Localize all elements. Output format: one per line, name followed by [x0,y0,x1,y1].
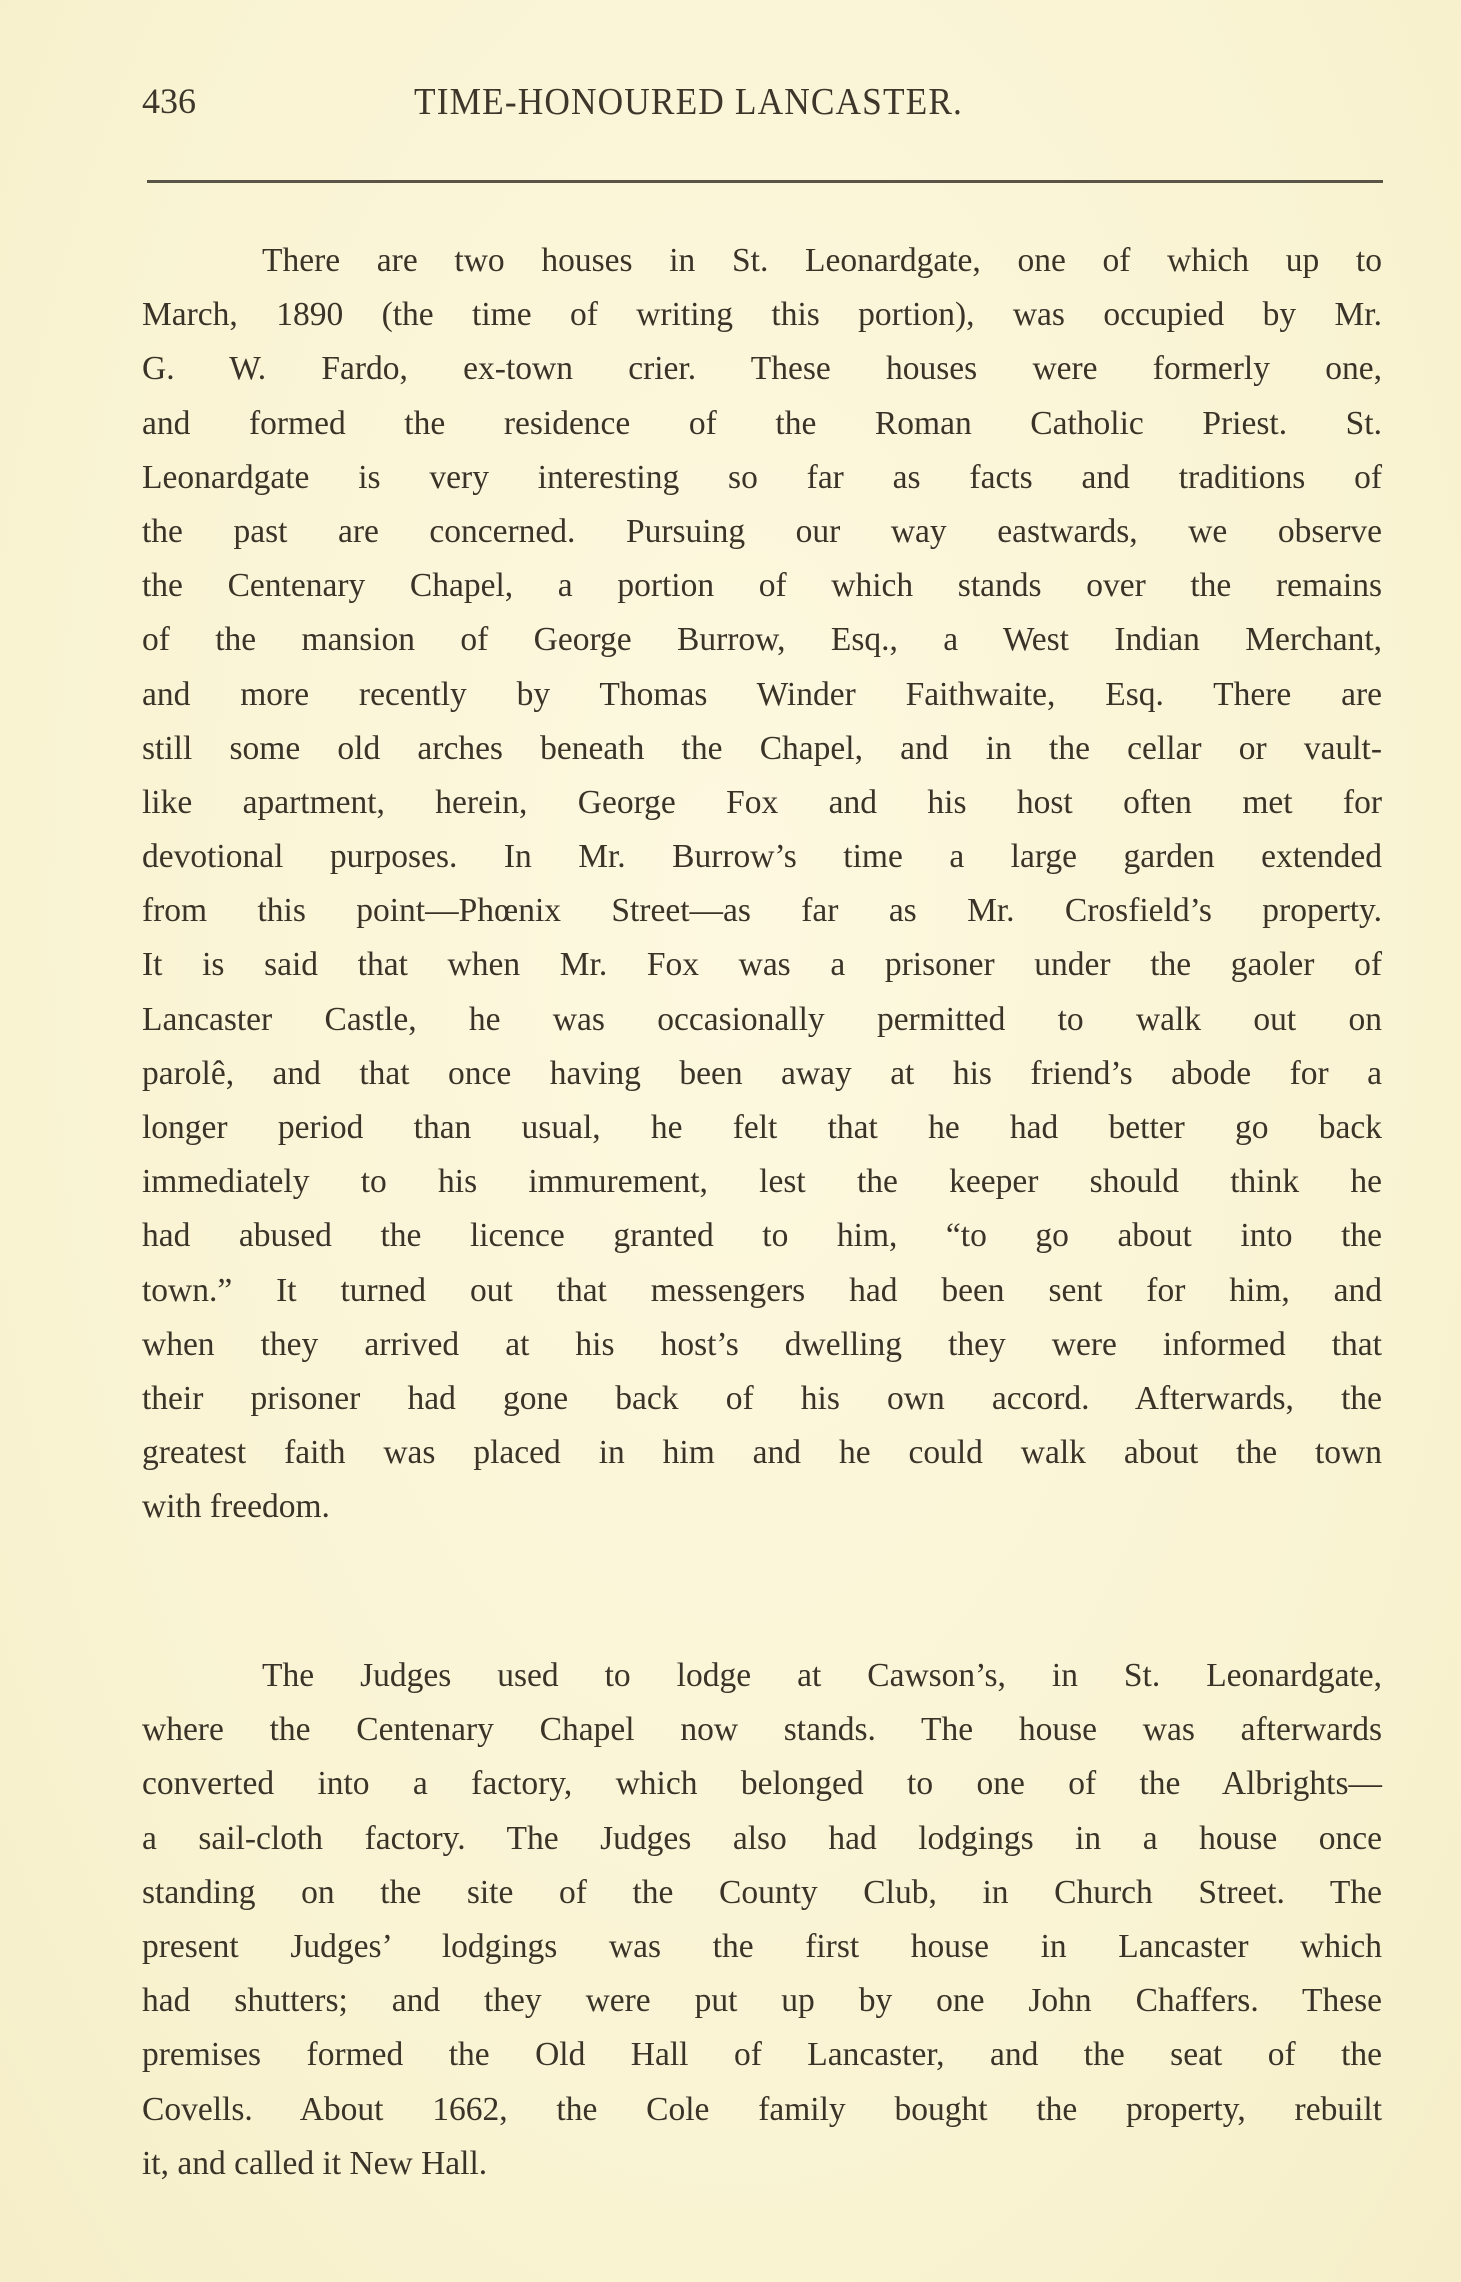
text-line: it, and called it New Hall. [142,2144,488,2182]
text-line: March, 1890 (the time of writing this portion), was occupied by Mr. [142,296,1382,334]
text-line: greatest faith was placed in him and he could walk about the town [142,1434,1382,1472]
text-line: with freedom. [142,1488,330,1526]
text-line: town.” It turned out that messengers had been sent for him, and [142,1271,1382,1309]
text-line: standing on the site of the County Club, in Church Street. The [142,1873,1382,1911]
paragraph-st-leonardgate [142,234,1382,1535]
paragraph-judges-lodgings [142,1649,1382,2191]
page-number: 436 [142,81,196,121]
header-rule-divider [147,180,1383,183]
text-line: had abused the licence granted to him, “to go about into the [142,1217,1382,1255]
text-line: the Centenary Chapel, a portion of which stands over the remains [142,567,1382,605]
text-line: their prisoner had gone back of his own accord. Afterwards, the [142,1379,1382,1417]
text-line: parolê, and that once having been away at his friend’s abode for a [142,1054,1382,1092]
text-line: still some old arches beneath the Chapel, and in the cellar or vault- [142,729,1382,767]
text-line: when they arrived at his host’s dwelling they were informed that [142,1325,1382,1363]
text-line: had shutters; and they were put up by one John Chaffers. These [142,1982,1382,2020]
text-line: It is said that when Mr. Fox was a prisoner under the gaoler of [142,946,1382,984]
text-line: devotional purposes. In Mr. Burrow’s time a large garden extended [142,838,1382,876]
text-line: present Judges’ lodgings was the first house in Lancaster which [142,1927,1382,1965]
text-line: The Judges used to lodge at Cawson’s, in St. Leonardgate, [262,1657,1382,1694]
running-title: TIME-HONOURED LANCASTER. [414,81,964,123]
text-line: a sail-cloth factory. The Judges also had lodgings in a house once [142,1819,1382,1857]
text-line: premises formed the Old Hall of Lancaster, and the seat of the [142,2036,1382,2074]
text-line: immediately to his immurement, lest the keeper should think he [142,1163,1382,1201]
text-line: converted into a factory, which belonged to one of the Albrights— [142,1765,1382,1803]
text-line: Leonardgate is very interesting so far as facts and traditions of [142,458,1382,496]
text-line: and more recently by Thomas Winder Faithwaite, Esq. There are [142,675,1382,713]
running-head [142,80,1382,130]
text-line: Covells. About 1662, the Cole family bought the property, rebuilt [142,2090,1382,2128]
text-line: Lancaster Castle, he was occasionally permitted to walk out on [142,1000,1382,1038]
text-line: like apartment, herein, George Fox and his host often met for [142,783,1382,821]
text-line: There are two houses in St. Leonardgate, one of which up to [262,242,1382,279]
text-line: longer period than usual, he felt that he had better go back [142,1109,1382,1146]
text-line: G. W. Fardo, ex-town crier. These houses were formerly one, [142,350,1382,388]
text-line: the past are concerned. Pursuing our way eastwards, we observe [142,512,1382,550]
text-line: from this point—Phœnix Street—as far as Mr. Crosfield’s property. [142,892,1382,930]
text-line: where the Centenary Chapel now stands. The house was afterwards [142,1711,1382,1749]
text-line: and formed the residence of the Roman Catholic Priest. St. [142,404,1382,442]
text-line: of the mansion of George Burrow, Esq., a West Indian Merchant, [142,621,1382,659]
